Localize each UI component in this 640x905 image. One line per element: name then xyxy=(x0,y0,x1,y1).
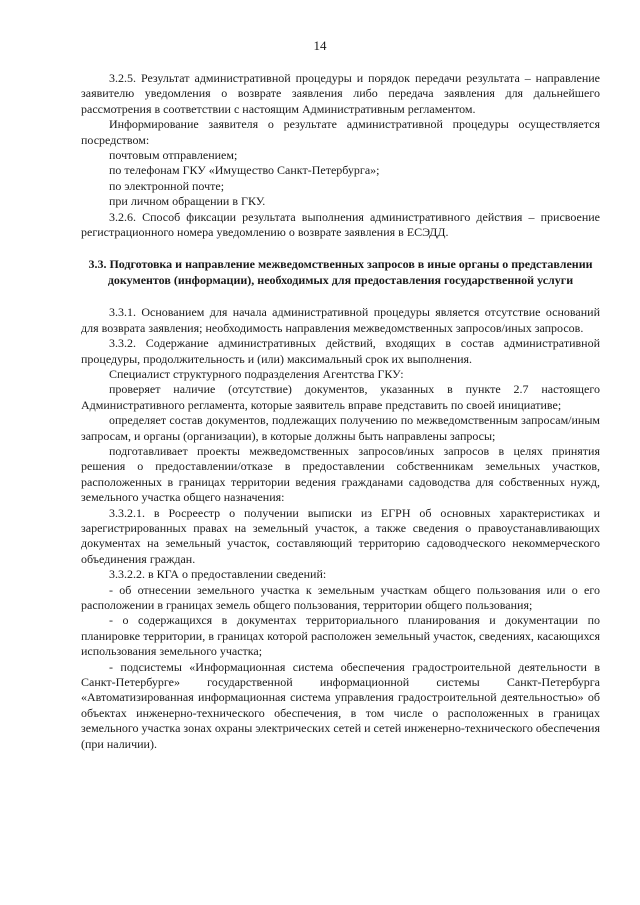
list-item-email: по электронной почте; xyxy=(109,178,225,193)
page-number: 14 xyxy=(313,38,327,53)
paragraph-informing: Информирование заявителя о результате административной процедуры осуществляется посредством: xyxy=(81,117,600,147)
paragraph-determines: определяет состав документов, подлежащих получению по межведомственным запросам/иным запросам, и органы (организации), в которые должны быть направлены запросы; xyxy=(81,413,600,443)
section-heading-3-3: 3.3. Подготовка и направление межведомственных запросов в иные органы о представлении документов (информации), необходимых для предоставления государственной услуги xyxy=(88,257,593,287)
document-body xyxy=(81,71,600,752)
paragraph-3-3-2-1: 3.3.2.1. в Росреестр о получении выписки из ЕГРН об основных характеристиках и зарегистрированных правах на земельный участок, а также сведения о правоустанавливающих документах на земельный участок, составляющий территорию садоводческого некоммерческого объединения граждан. xyxy=(81,505,600,566)
paragraph-3-2-6: 3.2.6. Способ фиксации результата выполнения административного действия – присвоение регистрационного номера уведомлению о возврате заявления в ЕСЭДД. xyxy=(81,209,600,240)
paragraph-prepares: подготавливает проекты межведомственных запросов/иных запросов в целях принятия решения о предоставлении/отказе в предоставлении собственникам земельных участков, расположенных в границах территории ведения гражданами садоводства для собственных нужд, земельного участка общего назначения: xyxy=(81,443,600,505)
list-item-phone: по телефонам ГКУ «Имущество Санкт-Петербурга»; xyxy=(109,163,380,178)
paragraph-checks: проверяет наличие (отсутствие) документов, указанных в пункте 2.7 настоящего Административного регламента, которые заявитель вправе представить по своей инициативе; xyxy=(81,382,600,412)
paragraph-3-3-2: 3.3.2. Содержание административных действий, входящих в состав административной процедуры, продолжительность и (или) максимальный срок их выполнения. xyxy=(81,336,600,366)
list-item-mail: почтовым отправлением; xyxy=(109,148,238,163)
paragraph-3-3-2-2: 3.3.2.2. в КГА о предоставлении сведений: xyxy=(109,567,327,582)
bullet-planning-docs: - о содержащихся в документах территориального планирования и документации по планировке территории, в границах которой расположен земельный участок, сведениях, касающихся использования земельного участка; xyxy=(81,613,600,659)
bullet-subsystem: - подсистемы «Информационная система обеспечения градостроительной деятельности в Санкт-Петербурге» государственной информационной системы Санкт-Петербурга «Автоматизированная информационная система управления градостроительной деятельностью» об объектах инженерно-технического обеспечения, в том числе о расположенных в границах земельного участка зонах охраны электрических сетей и сетей инженерно-технического обеспечения (при наличии). xyxy=(81,659,600,751)
bullet-common-use: - об отнесении земельного участка к земельным участкам общего пользования или о его расположении в границах земель общего пользования, территории общего пользования; xyxy=(81,582,600,612)
paragraph-specialist: Специалист структурного подразделения Агентства ГКУ: xyxy=(109,366,404,381)
list-item-personal: при личном обращении в ГКУ. xyxy=(109,194,266,209)
paragraph-3-3-1: 3.3.1. Основанием для начала административной процедуры является отсутствие оснований для возврата заявления; необходимость направления межведомственных запросов/иных запросов. xyxy=(81,305,600,335)
paragraph-3-2-5: 3.2.5. Результат административной процедуры и порядок передачи результата – направление заявителю уведомления о возврате заявления либо передача заявления для дальнейшего рассмотрения в соответствии с настоящим Административным регламентом. xyxy=(81,71,600,116)
